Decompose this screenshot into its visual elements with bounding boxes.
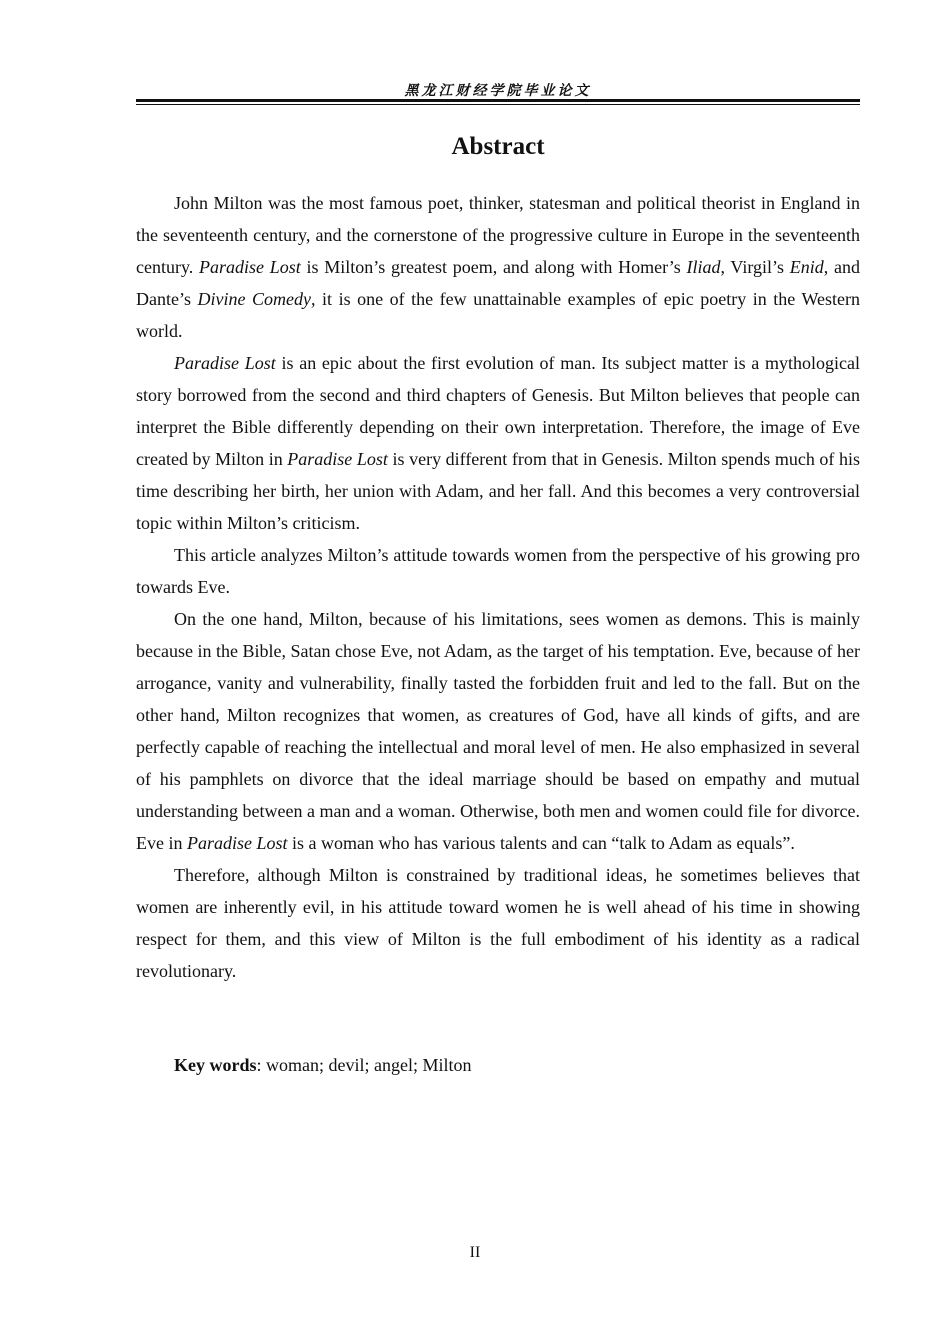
text-run: , and Dante’s <box>136 257 860 309</box>
page-header <box>136 78 860 106</box>
text-run: Therefore, although Milton is constrained by traditional ideas, he sometimes believes that women are inherently evil, in his attitude toward women he is well ahead of his time in showing respect for them, and this view of Milton is the full embodiment of his identity as a radical revolutionary. <box>136 865 860 981</box>
text-run: This article analyzes Milton’s attitude towards women from the perspective of his growing pro towards Eve. <box>136 545 860 597</box>
header-rule-thin <box>136 104 860 105</box>
paragraph-2 <box>136 347 860 539</box>
text-run: , it is one of the few unattainable examples of epic poetry in the Western world. <box>136 289 860 341</box>
text-run: On the one hand, Milton, because of his limitations, sees women as demons. This is mainly because in the Bible, Satan chose Eve, not Adam, as the target of his temptation. Eve, because of her arrogance, vanity and vulnerability, finally tasted the forbidden fruit and led to the fall. But on the other hand, Milton recognizes that women, as creatures of God, have all kinds of gifts, and are perfectly capable of reaching the intellectual and moral level of men. He also emphasized in several of his pamphlets on divorce that the ideal marriage should be based on empathy and mutual understanding between a man and a woman. Otherwise, both men and women could file for divorce. Eve in <box>136 609 860 853</box>
abstract-body <box>136 187 860 987</box>
text-run: is Milton’s greatest poem, and along with Homer’s <box>300 257 687 277</box>
keywords-line <box>174 1049 472 1081</box>
paragraph-3 <box>136 539 860 603</box>
italic-title: Paradise Lost <box>187 833 288 853</box>
paragraph-1 <box>136 187 860 347</box>
paragraph-4 <box>136 603 860 859</box>
italic-title: Iliad <box>686 257 721 277</box>
keywords-separator: : <box>256 1055 267 1075</box>
page-number: II <box>469 1244 481 1261</box>
header-rule-thick <box>136 99 860 102</box>
italic-title: Paradise Lost <box>287 449 388 469</box>
text-run: is very different from that in Genesis. Milton spends much of his time describing her birth, her union with Adam, and her fall. And this becomes a very controversial topic within Milton’s criticism. <box>136 449 861 533</box>
italic-title: Paradise Lost <box>174 353 276 373</box>
keywords-value: woman; devil; angel; Milton <box>266 1055 472 1075</box>
text-run: , Virgil’s <box>720 257 790 277</box>
header-title: 黑龙江财经学院毕业论文 <box>404 83 592 99</box>
italic-title: Enid <box>789 257 824 277</box>
text-run: John Milton was the most famous poet, thinker, statesman and political theorist in England in the seventeenth century, and the cornerstone of the progressive culture in Europe in the seventeenth century. <box>136 193 860 277</box>
text-run: is a woman who has various talents and can “talk to Adam as equals”. <box>287 833 795 853</box>
abstract-title: Abstract <box>451 133 545 160</box>
keywords-label: Key words <box>174 1055 257 1075</box>
text-run: is an epic about the first evolution of man. Its subject matter is a mythological story borrowed from the second and third chapters of Genesis. But Milton believes that people can interpret the Bible differently depending on their own interpretation. Therefore, the image of Eve created by Milton in <box>136 353 860 469</box>
italic-title: Paradise Lost <box>199 257 301 277</box>
italic-title: Divine Comedy <box>197 289 312 309</box>
paragraph-5 <box>136 859 860 987</box>
